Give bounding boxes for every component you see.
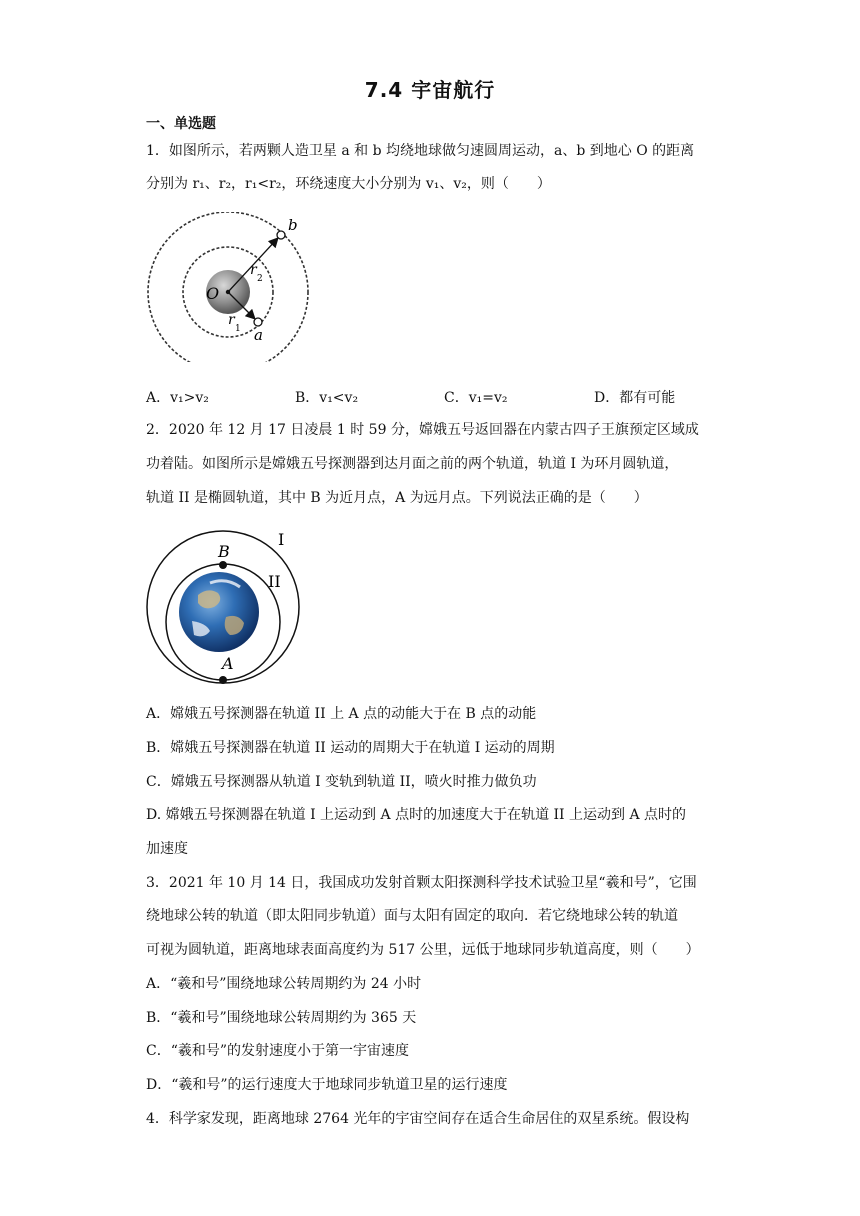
q2-lunar-orbit-figure (140, 525, 310, 687)
q3-option-c[interactable]: C．“羲和号”的发射速度小于第一宇宙速度 (146, 1043, 410, 1059)
q1-label-r1-sub: 1 (235, 324, 241, 334)
section-heading: 一、单选题 (146, 116, 216, 132)
q2-point-a (219, 676, 227, 684)
q2-label-b: B (218, 542, 230, 561)
q2-label-a: A (222, 654, 234, 673)
q1-label-r2: r (250, 262, 257, 278)
q2-option-a[interactable]: A．嫦娥五号探测器在轨道 II 上 A 点的动能大于在 B 点的动能 (146, 706, 537, 722)
q1-satellite-a (254, 318, 262, 326)
q1-line-2: 分别为 r₁、r₂，r₁<r₂，环绕速度大小分别为 v₁、v₂，则（ ） (146, 176, 551, 192)
q1-satellite-orbit-figure (140, 212, 320, 362)
q2-line-2: 功着陆。如图所示是嫦娥五号探测器到达月面之前的两个轨道，轨道 I 为环月圆轨道， (146, 456, 679, 472)
q1-label-r1: r (228, 312, 235, 328)
q1-label-a: a (254, 326, 263, 344)
q2-label-orbit-ii: II (268, 572, 281, 591)
q1-label-r2-sub: 2 (257, 274, 263, 284)
q2-earth (179, 572, 259, 652)
q1-options (146, 387, 721, 407)
q3-line-3: 可视为圆轨道，距离地球表面高度约为 517 公里，远低于地球同步轨道高度，则（ ） (146, 942, 700, 958)
q1-option-a[interactable]: A．v₁>v₂ (146, 390, 209, 406)
q3-option-a[interactable]: A．“羲和号”围绕地球公转周期约为 24 小时 (146, 976, 422, 992)
q1-option-b[interactable]: B．v₁<v₂ (295, 390, 359, 406)
q1-option-c[interactable]: C．v₁=v₂ (444, 390, 508, 406)
q2-point-b (219, 561, 227, 569)
q2-option-d-continued: 加速度 (146, 841, 188, 857)
q2-line-3: 轨道 II 是椭圆轨道，其中 B 为近月点，A 为远月点。下列说法正确的是（ ） (146, 490, 648, 506)
q1-label-o: O (206, 284, 220, 303)
q3-option-b[interactable]: B．“羲和号”围绕地球公转周期约为 365 天 (146, 1010, 417, 1026)
q1-label-b: b (288, 216, 298, 234)
q2-label-orbit-i: I (278, 530, 285, 549)
q3-line-2: 绕地球公转的轨道（即太阳同步轨道）面与太阳有固定的取向．若它绕地球公转的轨道 (146, 908, 678, 924)
q4-line-1: 4．科学家发现，距离地球 2764 光年的宇宙空间存在适合生命居住的双星系统。假设构 (146, 1111, 690, 1127)
q3-line-1: 3．2021 年 10 月 14 日，我国成功发射首颗太阳探测科学技术试验卫星“羲和号”，它围 (146, 875, 697, 891)
q1-option-d[interactable]: D．都有可能 (594, 390, 676, 406)
q2-line-1: 2．2020 年 12 月 17 日凌晨 1 时 59 分，嫦娥五号返回器在内蒙古四子王旗预定区域成 (146, 422, 699, 438)
q2-option-b[interactable]: B．嫦娥五号探测器在轨道 II 运动的周期大于在轨道 I 运动的周期 (146, 740, 555, 756)
q2-option-c[interactable]: C．嫦娥五号探测器从轨道 I 变轨到轨道 II，喷火时推力做负功 (146, 774, 537, 790)
page-title: 7.4 宇宙航行 (364, 78, 496, 102)
q1-satellite-b (277, 231, 285, 239)
q2-option-d[interactable]: D. 嫦娥五号探测器在轨道 I 上运动到 A 点时的加速度大于在轨道 II 上运动到 A 点时的 (146, 807, 687, 823)
q3-option-d[interactable]: D．“羲和号”的运行速度大于地球同步轨道卫星的运行速度 (146, 1077, 508, 1093)
q1-line-1: 1．如图所示，若两颗人造卫星 a 和 b 均绕地球做匀速圆周运动，a、b 到地心 O 的距离 (146, 143, 695, 159)
